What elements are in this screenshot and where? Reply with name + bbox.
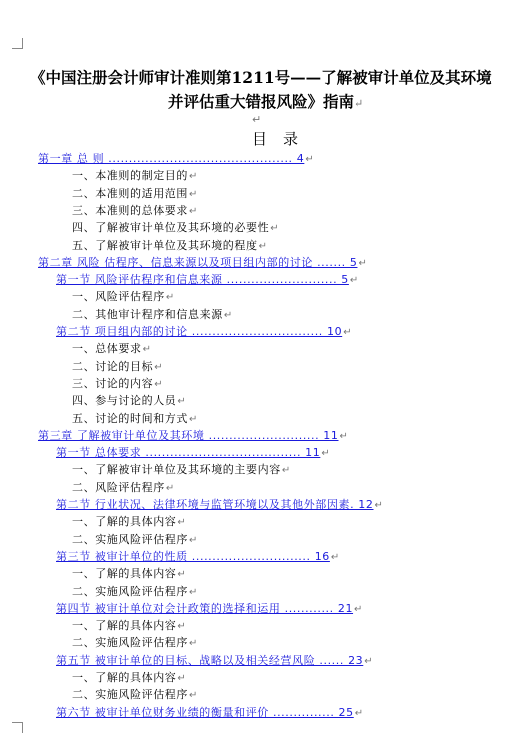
paragraph-mark: ↵: [374, 500, 384, 511]
toc-entry-text: 第二节 行业状况、法律环境与监管环境以及其他外部因素. 12: [56, 498, 374, 511]
paragraph-mark: ↵: [189, 205, 198, 217]
document-title: [30, 66, 530, 116]
toc-entry-link[interactable]: [56, 704, 364, 721]
toc-entry: [72, 669, 186, 686]
toc-entry: [72, 513, 186, 530]
toc-entry: [72, 583, 198, 600]
toc-entry-link[interactable]: [56, 323, 352, 340]
toc-entry-text: 第二节 项目组内部的讨论 ................................ 10: [56, 325, 343, 338]
toc-entry-text: 第一节 总体要求 ...................................... 11: [56, 446, 321, 460]
toc-entry: [72, 219, 279, 236]
paragraph-mark: ↵: [358, 257, 368, 269]
toc-entry-link[interactable]: [56, 548, 340, 565]
toc-entry-text: 二、本准则的适用范围: [72, 186, 188, 200]
paragraph-mark: ↵: [189, 171, 198, 183]
toc-entry-text: 一、了解的具体内容: [72, 567, 177, 581]
toc-entry-text: 二、实施风险评估程序: [72, 636, 188, 650]
toc-entry-text: 四、参与讨论的人员: [72, 394, 177, 408]
toc-entry-text: 五、了解被审计单位及其环境的程度: [72, 238, 258, 252]
toc-entry-text: 第一章 总 则 ............................................. 4: [38, 152, 305, 165]
paragraph-mark: ↵: [258, 240, 268, 252]
toc-entry-text: 三、讨论的内容: [72, 376, 154, 390]
toc-entry: [72, 185, 198, 202]
toc-entry: [72, 634, 198, 651]
toc-entry-text: 二、实施风险评估程序: [72, 688, 188, 702]
paragraph-mark: ↵: [354, 603, 364, 615]
paragraph-mark: ↵: [339, 430, 349, 442]
paragraph-mark: ↵: [189, 413, 198, 425]
toc-entry: [72, 358, 163, 375]
title-line-1: 《中国注册会计师审计准则第1211号——了解被审计单位及其环境: [30, 68, 492, 87]
paragraph-mark: ↵: [349, 275, 359, 287]
paragraph-mark: ↵: [364, 655, 374, 667]
toc-entry: [72, 237, 268, 254]
toc-entry-link[interactable]: [56, 600, 363, 617]
paragraph-mark: ↵: [189, 638, 198, 650]
toc-entry-text: 第四节 被审计单位对会计政策的选择和运用 ............ 21: [56, 601, 354, 615]
toc-entry: [72, 410, 198, 427]
toc-entry-text: 二、风险评估程序: [72, 480, 165, 494]
toc-entry: [72, 288, 175, 305]
paragraph-mark: ↵: [177, 517, 187, 529]
toc-entry: [72, 306, 233, 323]
paragraph-mark: ↵: [189, 690, 198, 702]
paragraph-mark: ↵: [165, 482, 175, 494]
toc-heading: 目录: [252, 130, 315, 148]
toc-entry: [72, 686, 198, 703]
toc-entry-text: 二、讨论的目标: [72, 359, 154, 373]
paragraph-mark: ↵: [189, 188, 198, 200]
toc-entry-text: 二、实施风险评估程序: [72, 532, 188, 546]
paragraph-mark: ↵: [165, 292, 175, 304]
title-line-2: 并评估重大错报风险》指南: [168, 92, 355, 111]
toc-entry: [72, 375, 163, 392]
toc-entry-link[interactable]: [56, 444, 330, 461]
toc-entry-link[interactable]: [38, 254, 367, 271]
paragraph-mark: ↵: [305, 154, 315, 165]
paragraph-mark: ↵: [330, 551, 340, 563]
toc-entry: [72, 340, 152, 357]
toc-entry: [72, 617, 186, 634]
toc-entry-text: 二、实施风险评估程序: [72, 584, 188, 598]
toc-entry-text: 一、了解的具体内容: [72, 671, 177, 684]
paragraph-mark: ↵: [177, 569, 187, 581]
paragraph-mark: ↵: [189, 534, 198, 546]
toc-entry-link[interactable]: [38, 427, 348, 444]
toc-entry-link[interactable]: [38, 150, 314, 167]
toc-entry: [72, 167, 198, 184]
toc-entry-text: 第五节 被审计单位的目标、战略以及相关经营风险 ...... 23: [56, 653, 364, 667]
paragraph-mark: ↵: [142, 344, 152, 356]
toc-entry-text: 一、总体要求: [72, 342, 142, 356]
toc-entry-text: 一、了解的具体内容: [72, 515, 177, 529]
paragraph-mark: ↵: [354, 97, 364, 110]
toc-entry-link[interactable]: [56, 271, 359, 288]
paragraph-mark: ↵: [177, 396, 187, 408]
paragraph-mark: ↵: [154, 361, 164, 373]
toc-entry-text: 第六节 被审计单位财务业绩的衡量和评价 ............... 25: [56, 705, 354, 719]
paragraph-mark: ↵: [223, 309, 233, 321]
toc-entry: [72, 531, 198, 548]
toc-entry-text: 一、本准则的制定目的: [72, 169, 188, 183]
toc-entry: [72, 202, 198, 219]
paragraph-mark: ↵: [154, 378, 164, 390]
paragraph-mark: ↵: [177, 621, 187, 633]
toc-entry: [72, 479, 175, 496]
toc-entry-text: 五、讨论的时间和方式: [72, 411, 188, 425]
paragraph-mark: ↵: [343, 327, 353, 338]
crop-mark-bottom-left: [12, 722, 23, 733]
toc-entry-text: 第三章 了解被审计单位及其环境 ........................... 11: [38, 428, 339, 442]
paragraph-mark: ↵: [189, 586, 198, 598]
crop-mark-top-left: [12, 38, 23, 49]
toc-entry: [72, 565, 186, 582]
paragraph-mark: ↵: [270, 223, 280, 235]
paragraph-mark: ↵: [354, 707, 364, 719]
toc-entry-text: 三、本准则的总体要求: [72, 203, 188, 217]
toc-entry-text: 第三节 被审计单位的性质 ............................. 16: [56, 549, 330, 563]
toc-entry-text: 一、了解的具体内容: [72, 619, 177, 633]
toc-entry: [72, 392, 186, 409]
toc-entry-text: 四、了解被审计单位及其环境的必要性: [72, 221, 270, 235]
toc-entry-text: 二、其他审计程序和信息来源: [72, 307, 223, 321]
paragraph-mark: ↵: [252, 113, 262, 126]
toc-entry-text: 一、风险评估程序: [72, 290, 165, 304]
toc-entry: [72, 461, 291, 478]
paragraph-mark: ↵: [281, 465, 291, 477]
toc-entry-text: 第一节 风险评估程序和信息来源 ........................... 5: [56, 273, 349, 287]
paragraph-mark: ↵: [321, 448, 331, 460]
paragraph-mark: ↵: [177, 673, 187, 684]
toc-entry-link[interactable]: [56, 652, 373, 669]
toc-entry-link[interactable]: [56, 496, 383, 513]
toc-entry-text: 一、了解被审计单位及其环境的主要内容: [72, 463, 281, 477]
toc-entry-text: 第二章 风险 估程序、信息来源以及项目组内部的讨论 ....... 5: [38, 255, 358, 269]
